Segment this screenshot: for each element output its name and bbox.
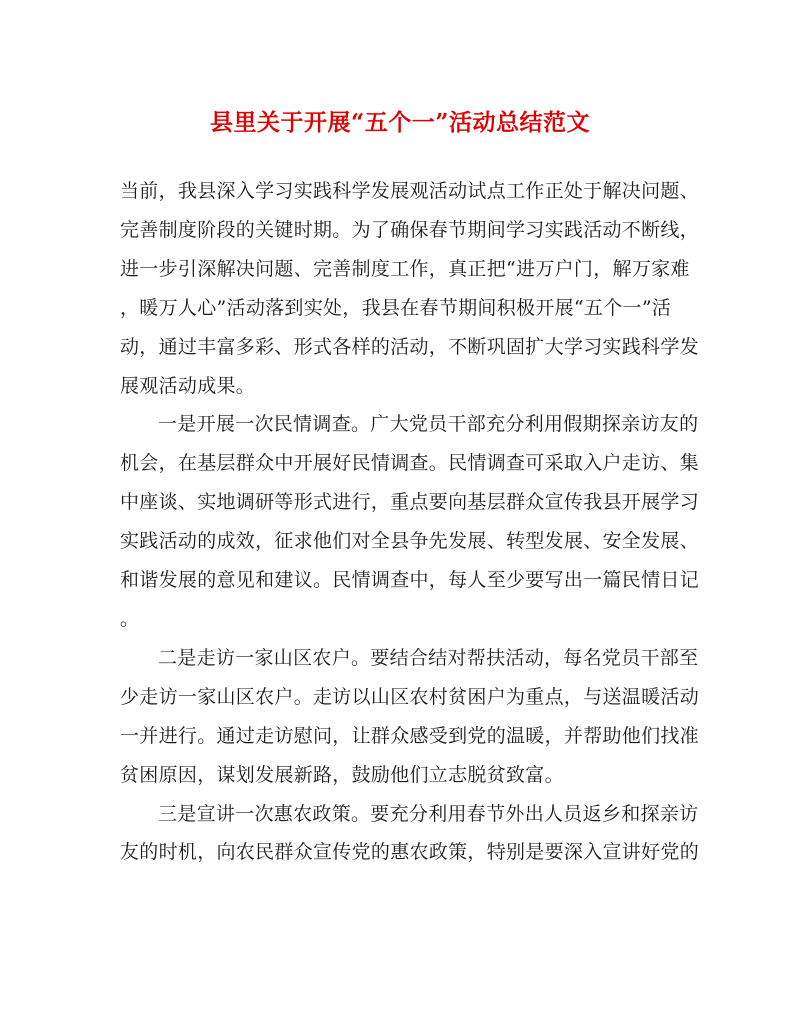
document-title: 县里关于开展“五个一”活动总结范文 bbox=[210, 109, 590, 136]
paragraph bbox=[120, 172, 700, 405]
paragraph bbox=[120, 405, 700, 638]
paragraph-line: 友的时机，向农民群众宣传党的惠农政策，特别是要深入宣讲好党的 bbox=[120, 841, 700, 864]
paragraph-line: 。 bbox=[120, 607, 140, 630]
paragraph-line: 一并进行。通过走访慰问，让群众感受到党的温暖，并帮助他们找准 bbox=[120, 724, 700, 747]
paragraph bbox=[120, 639, 700, 795]
paragraph-line: 机会，在基层群众中开展好民情调查。民情调查可采取入户走访、集 bbox=[120, 452, 700, 475]
paragraph-line: 二是走访一家山区农户。要结合结对帮扶活动，每名党员干部至 bbox=[158, 646, 699, 669]
paragraph bbox=[120, 795, 700, 873]
paragraph-line: 进一步引深解决问题、完善制度工作，真正把“进万户门，解万家难 bbox=[120, 257, 690, 280]
paragraph-line: 和谐发展的意见和建议。民情调查中，每人至少要写出一篇民情日记 bbox=[120, 569, 700, 592]
paragraph-line: 展观活动成果。 bbox=[120, 374, 256, 397]
paragraph-line: 完善制度阶段的关键时期。为了确保春节期间学习实践活动不断线， bbox=[120, 218, 700, 241]
document-body bbox=[120, 172, 700, 872]
paragraph-line: 动，通过丰富多彩、形式各样的活动，不断巩固扩大学习实践科学发 bbox=[120, 335, 700, 358]
paragraph-line: 三是宣讲一次惠农政策。要充分利用春节外出人员返乡和探亲访 bbox=[158, 802, 699, 825]
paragraph-line: 中座谈、实地调研等形式进行，重点要向基层群众宣传我县开展学习 bbox=[120, 491, 700, 514]
paragraph-line: 一是开展一次民情调查。广大党员干部充分利用假期探亲访友的 bbox=[158, 413, 699, 436]
paragraph-line: 实践活动的成效，征求他们对全县争先发展、转型发展、安全发展、 bbox=[120, 530, 700, 553]
paragraph-line: 当前，我县深入学习实践科学发展观活动试点工作正处于解决问题、 bbox=[120, 180, 700, 202]
paragraph-line: 少走访一家山区农户。走访以山区农村贫困户为重点，与送温暖活动 bbox=[120, 685, 700, 708]
paragraph-line: ，暖万人心”活动落到实处，我县在春节期间积极开展“五个一”活 bbox=[120, 296, 672, 319]
paragraph-line: 贫困原因，谋划发展新路，鼓励他们立志脱贫致富。 bbox=[120, 763, 564, 786]
